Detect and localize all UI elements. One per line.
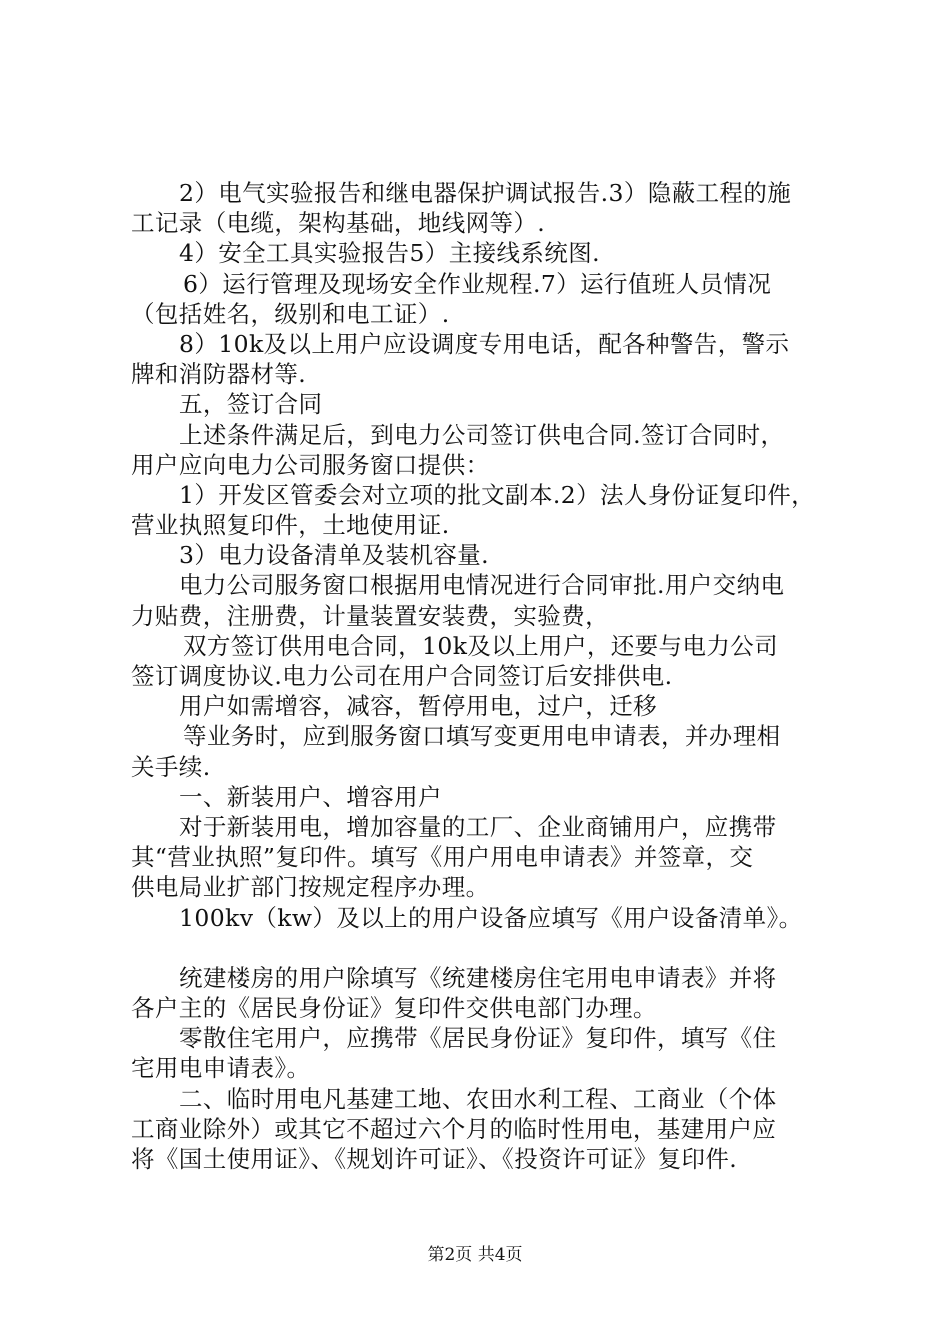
section-heading: 五，签订合同 bbox=[179, 390, 323, 419]
blank-line bbox=[131, 933, 831, 963]
text-line: 4）安全工具实验报告5）主接线系统图. bbox=[179, 239, 600, 268]
text-line: 零散住宅用户，应携带《居民身份证》复印件，填写《住 bbox=[179, 1024, 777, 1053]
text-line: 关手续. bbox=[131, 752, 211, 781]
text-line: 1）开发区管委会对立项的批文副本.2）法人身份证复印件， bbox=[179, 480, 816, 509]
text-line: 上述条件满足后，到电力公司签订供电合同.签订合同时， bbox=[179, 420, 785, 449]
document-body bbox=[131, 178, 831, 1174]
text-line: 工商业除外）或其它不超过六个月的临时性用电，基建用户应 bbox=[131, 1114, 777, 1143]
text-line: 将《国土使用证》、《规划许可证》、《投资许可证》复印件. bbox=[131, 1145, 738, 1173]
text-line: 各户主的《居民身份证》复印件交供电部门办理。 bbox=[131, 994, 657, 1023]
text-line: 力贴费，注册费，计量装置安装费，实验费， bbox=[131, 601, 609, 630]
text-line: 8）10k及以上用户应设调度专用电话，配各种警告，警示 bbox=[179, 329, 790, 358]
text-line: （包括姓名，级别和电工证）. bbox=[131, 299, 450, 328]
text-line: 用户应向电力公司服务窗口提供： bbox=[131, 450, 490, 479]
text-line: 3）电力设备清单及装机容量. bbox=[179, 541, 490, 570]
text-line: 工记录（电缆，架构基础，地线网等）. bbox=[131, 209, 546, 238]
text-line: 签订调度协议.电力公司在用户合同签订后安排供电. bbox=[131, 662, 673, 690]
text-line: 宅用电申请表》。 bbox=[131, 1054, 311, 1083]
text-line: 统建楼房的用户除填写《统建楼房住宅用电申请表》并将 bbox=[179, 963, 777, 992]
text-line: 6）运行管理及现场安全作业规程.7）运行值班人员情况 bbox=[183, 269, 772, 298]
text-line: 双方签订供用电合同，10k及以上用户，还要与电力公司 bbox=[183, 631, 779, 660]
text-line: 2）电气实验报告和继电器保护调试报告.3）隐蔽工程的施 bbox=[179, 179, 792, 207]
text-line: 其“营业执照”复印件。填写《用户用电申请表》并签章，交 bbox=[131, 843, 754, 872]
text-line: 电力公司服务窗口根据用电情况进行合同审批.用户交纳电 bbox=[179, 571, 785, 600]
text-line: 营业执照复印件，土地使用证. bbox=[131, 511, 450, 540]
text-line: 牌和消防器材等. bbox=[131, 360, 307, 389]
text-line: 用户如需增容，减容，暂停用电，过户，迁移 bbox=[179, 692, 657, 721]
section-heading: 二、临时用电凡基建工地、农田水利工程、工商业（个体 bbox=[179, 1084, 777, 1113]
page-number: 第2页 共4页 bbox=[427, 1245, 523, 1265]
text-line: 对于新装用电，增加容量的工厂、企业商铺用户，应携带 bbox=[179, 812, 777, 841]
text-line: 等业务时，应到服务窗口填写变更用电申请表，并办理相 bbox=[183, 722, 781, 751]
text-line: 100kv（kw）及以上的用户设备应填写《用户设备清单》。 bbox=[179, 903, 803, 932]
text-line: 供电局业扩部门按规定程序办理。 bbox=[131, 873, 490, 902]
section-heading: 一、新装用户、增容用户 bbox=[179, 782, 442, 811]
